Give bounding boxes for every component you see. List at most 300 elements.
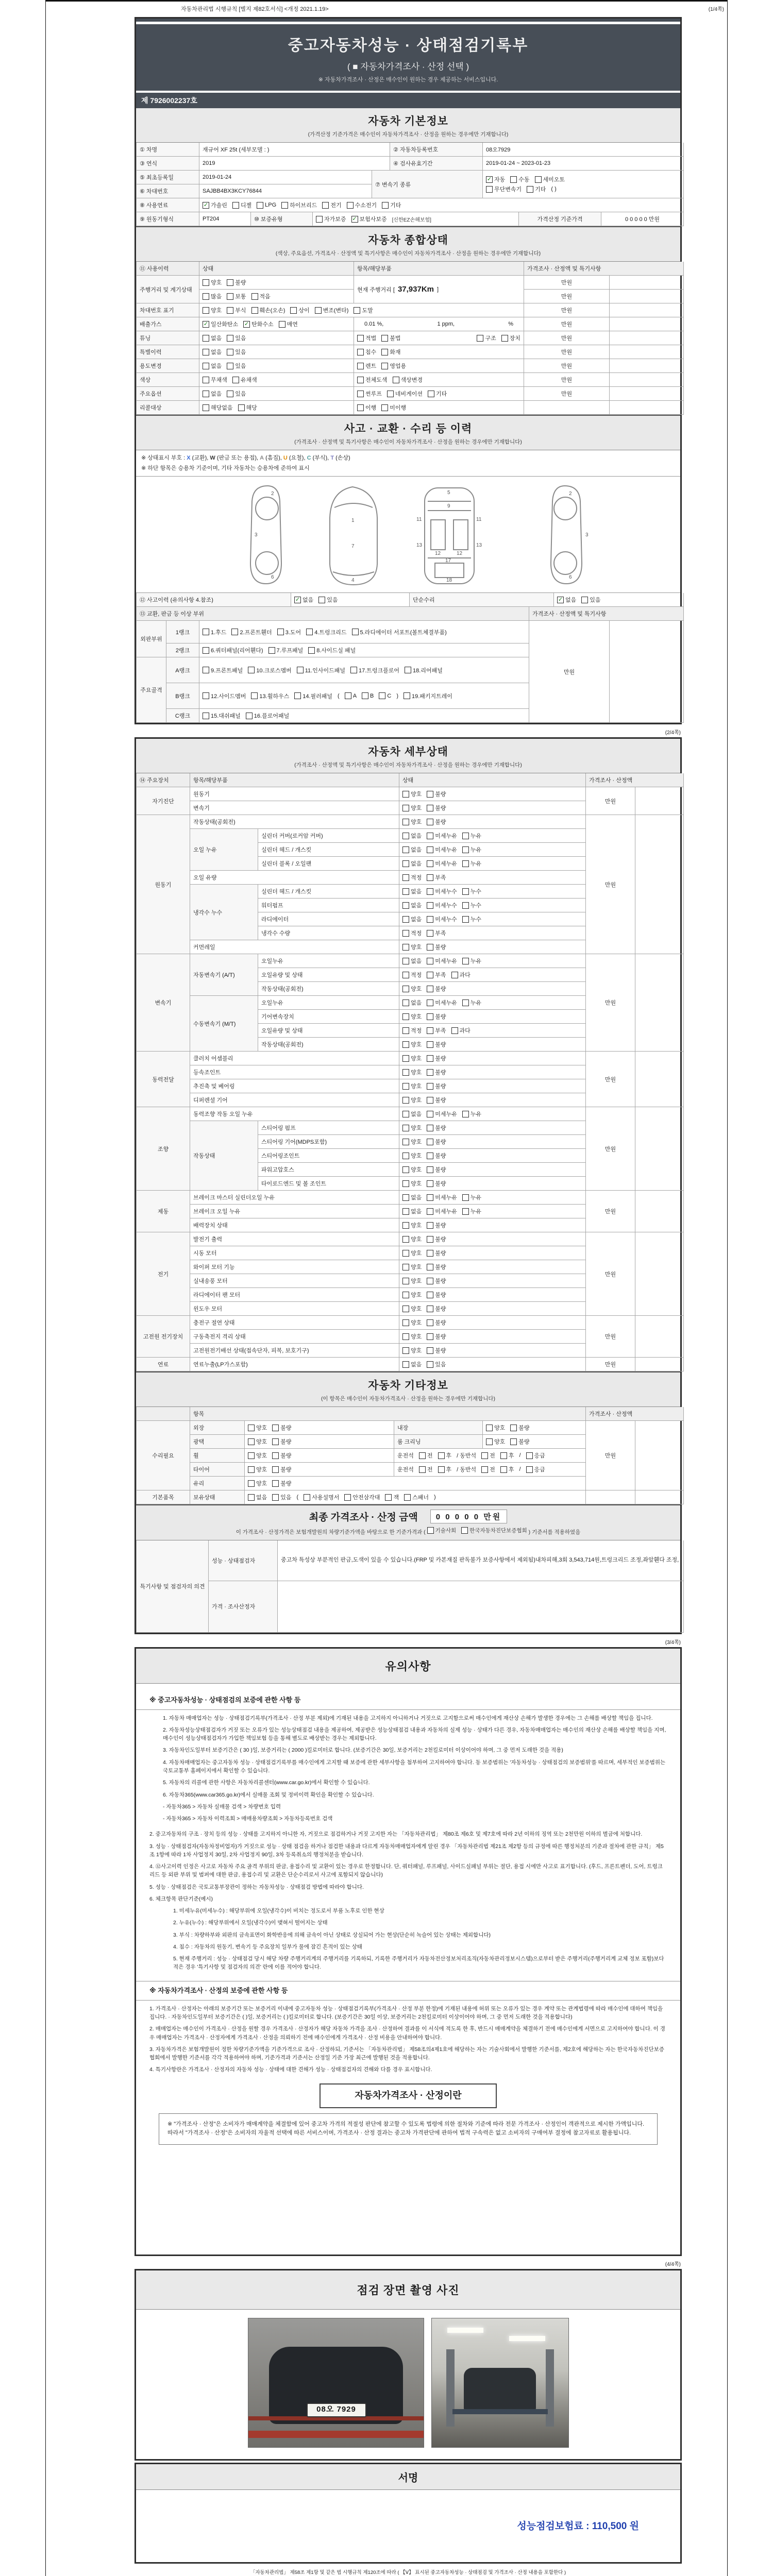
checkbox-자동[interactable]: ✓ 자동 <box>486 176 506 183</box>
table-row: 휠 양호 불량 운전석 전 후 / 동반석 전 후 / 응급 <box>137 1449 684 1463</box>
section-title: 자동차 기본정보 <box>368 115 448 127</box>
table-row: 2랭크 6.쿼터패널(리어휀다) 7.루프패널 8.사이드실 패널 <box>137 643 684 657</box>
checkbox-양호[interactable]: 양호 <box>486 1423 505 1432</box>
checkbox-있음[interactable]: 있음 <box>427 1360 446 1368</box>
notice-item: 3. 자동차가격은 보험개발원이 정한 차량기준가액을 기준가격으로 조사 · 산정하되, 기준서는 「자동차관리법」 제58조의4제1호에 해당하는 자는 기술사회에서 발행한 기준서를, 제2호에 해당하는 자는 한국자동차진단보증협회에서 발행한 기준서를 각각 적용하여야 하며, 기준가격과 기준서는 산정일 기준 가장 최근에 발행된 것을 적용합니다. <box>149 2046 664 2061</box>
table-row: 제동 브레이크 마스터 실린더오일 누유 없음 미세누유 누유 만원 <box>137 1191 684 1205</box>
checkbox-양호[interactable]: 양호 <box>402 1235 422 1243</box>
checkbox-불량[interactable]: 불량 <box>427 1165 446 1174</box>
checkbox-불량[interactable]: 불량 <box>427 1332 446 1341</box>
signature-header: 서명 <box>136 2464 680 2490</box>
checkbox-적음[interactable]: 적음 <box>251 292 271 300</box>
checkbox-양호[interactable]: 양호 <box>402 943 422 951</box>
checkbox-없음[interactable]: 없음 <box>402 901 422 909</box>
checkbox-후[interactable]: 후 <box>438 1465 452 1473</box>
checkbox-보험사보증[interactable]: ✓ 보험사보증 <box>352 215 387 223</box>
checkbox-미세누수[interactable]: 미세누수 <box>427 901 457 909</box>
table-row: 구동축전지 격리 상태 양호 불량 <box>137 1330 684 1344</box>
checkbox-불량[interactable]: 불량 <box>427 1040 446 1048</box>
checkbox-미세누유[interactable]: 미세누유 <box>427 998 457 1007</box>
checkbox-기타[interactable]: 기타 <box>428 389 447 398</box>
table-row: 커먼레일 양호 불량 <box>137 940 684 954</box>
basic-info-table-4 <box>136 212 684 226</box>
table-row: 스티어링 기어(MDPS포함) 양호 불량 <box>137 1135 684 1149</box>
checkbox-부식[interactable]: 부식 <box>227 306 246 314</box>
checkbox-네비게이션[interactable]: 네비게이션 <box>387 389 423 398</box>
checkbox-양호[interactable]: 양호 <box>402 1082 422 1090</box>
table-row: 자기진단 원동기 양호 불량 만원 <box>137 787 684 801</box>
checkbox-8.사이드실 패널[interactable]: 8.사이드실 패널 <box>308 646 356 654</box>
checkbox-양호[interactable]: 양호 <box>248 1423 267 1432</box>
checkbox-양호[interactable]: 양호 <box>402 1263 422 1271</box>
checkbox-누유[interactable]: 누유 <box>462 1193 481 1201</box>
checkbox-미세누수[interactable]: 미세누수 <box>427 915 457 923</box>
checkbox-한국자동차진단보증협회[interactable]: 한국자동차진단보증협회 <box>461 1527 527 1534</box>
checkbox-누유[interactable]: 누유 <box>462 832 481 840</box>
checkbox-불량[interactable]: 불량 <box>427 1291 446 1299</box>
checkbox-없음[interactable]: 없음 <box>402 998 422 1007</box>
checkbox-없음[interactable]: 없음 <box>402 887 422 895</box>
checkbox-미세누유[interactable]: 미세누유 <box>427 957 457 965</box>
checkbox-안전삼각대[interactable]: 안전삼각대 <box>344 1493 380 1501</box>
engine-type: PT204 <box>199 212 251 226</box>
checkbox-7.루프패널[interactable]: 7.루프패널 <box>268 646 304 654</box>
fuel-type <box>199 198 684 212</box>
inspection-period: 2019-01-24 ~ 2023-01-23 <box>483 157 684 171</box>
checkbox-누유[interactable]: 누유 <box>462 957 481 965</box>
table-row: 색상 무채색 유채색 전체도색 색상변경 만원 <box>137 373 684 387</box>
checkbox-없음[interactable]: 없음 <box>402 845 422 854</box>
checkbox-미세누수[interactable]: 미세누수 <box>427 887 457 895</box>
checkbox-10.크로스멤버[interactable]: 10.크로스멤버 <box>248 666 291 674</box>
checkbox-양호[interactable]: 양호 <box>486 1437 505 1446</box>
checkbox-사용설명서[interactable]: 사용설명서 <box>304 1493 339 1501</box>
checkbox-6.쿼터패널(리어휀다)[interactable]: 6.쿼터패널(리어휀다) <box>203 646 263 654</box>
checkbox-없음[interactable]: ✓ 없음 <box>295 596 314 603</box>
checkbox-5.라디에이터 서포트(볼트체결부품)[interactable]: 5.라디에이터 서포트(볼트체결부품) <box>352 628 447 636</box>
table-row: 라디에이터 팬 모터 양호 불량 <box>137 1288 684 1302</box>
checkbox-하이브리드[interactable]: 하이브리드 <box>281 201 317 209</box>
checkbox-없음[interactable]: 없음 <box>402 915 422 923</box>
checkbox-불량[interactable]: 불량 <box>427 790 446 798</box>
checkbox-양호[interactable]: 양호 <box>402 1179 422 1188</box>
checkbox-불량[interactable]: 불량 <box>272 1479 291 1487</box>
checkbox-적정[interactable]: 적정 <box>402 873 422 882</box>
notice-item: 2. 매매업자는 매수인이 가격조사 · 산정을 원할 경우 가격조사 · 산정자가 해당 자동차 가격을 조사 · 산정하여 결과를 이 서식에 적도록 한 후, 반드시 매매계약을 체결하기 전에 매수인에게 서면으로 고지하여야 합니다. 이 경우 매매업자는 가격조사 · 산정자에게 가격조사 · 산정을 의뢰하기 전에 매수인에게 가격조사 · 산정 비용을 안내하여야 합니다. <box>149 2026 665 2041</box>
checkbox-불량[interactable]: 불량 <box>510 1437 529 1446</box>
checkbox-전기[interactable]: 전기 <box>322 201 341 209</box>
checkbox-양호[interactable]: 양호 <box>248 1479 267 1487</box>
checkbox-없음[interactable]: 없음 <box>402 832 422 840</box>
accident-history <box>291 593 410 607</box>
table-row: 작동상태(공회전) 양호 불량 <box>137 982 684 996</box>
checkbox-전[interactable]: 전 <box>481 1451 495 1460</box>
checkbox-불량[interactable]: 불량 <box>427 1221 446 1229</box>
checkbox-후[interactable]: 후 <box>500 1451 514 1460</box>
table-header-row: ⑬ 교환, 판금 등 이상 부위 가격조사 · 산정액 및 특기사항 <box>137 607 684 621</box>
checkbox-없음[interactable]: 없음 <box>203 362 222 370</box>
section-detail-condition: 자동차 세부상태 (가격조사 · 산정액 및 특기사항은 매수인이 자동차가격조사 · 산정을 원하는 경우에만 기재합니다) <box>136 739 680 773</box>
notice-item: 5. 성능 · 상태점검은 국토교통부장관이 정하는 자동차성능 · 상태점검 방법에 따라야 합니다. <box>149 1884 364 1890</box>
checkbox-썬루프[interactable]: 썬루프 <box>357 389 382 398</box>
checkbox-양호[interactable]: 양호 <box>248 1465 267 1473</box>
table-row: 용도변경 없음 있음 렌트 영업용 만원 <box>137 359 684 373</box>
checkbox-있음[interactable]: 있음 <box>227 362 246 370</box>
checkbox-적법[interactable]: 적법 <box>357 334 376 342</box>
checkbox-B[interactable]: B <box>362 692 374 699</box>
checkbox-3.도어[interactable]: 3.도어 <box>277 628 301 636</box>
checkbox-적정[interactable]: 적정 <box>402 1026 422 1035</box>
checkbox-불량[interactable]: 불량 <box>427 1124 446 1132</box>
table-row: 차대번호 표기 양호 부식 훼손(오손) 상이 변조(변타) 도말 만원 <box>137 303 684 317</box>
checkbox-누유[interactable]: 누유 <box>462 1110 481 1118</box>
table-row: 유리 양호 불량 <box>137 1477 684 1490</box>
checkbox-16.플로어패널[interactable]: 16.플로어패널 <box>246 711 289 720</box>
checkbox-도말[interactable]: 도말 <box>354 306 373 314</box>
checkbox-불량[interactable]: 불량 <box>427 1318 446 1327</box>
notice-item: 1. 가격조사 · 산정자는 아래의 보증기간 또는 보증거리 이내에 중고자동차 성능 · 상태점검기록부(가격조사 · 산정 부분 한정)에 기재된 내용에 허위 또는 오류가 있는 경우 계약 또는 관계법령에 따라 매수인에 대하여 책임을 집니다. · 자동차인도일부터 보증기간은 ( )일, 보증거리는 ( )킬로미터로 합니다. (보증기간은 30일 이상, 보증거리는 2천킬로미터 이상이어야 하며, 그 중 먼저 도래한 것을 적용합니다) <box>149 2005 663 2021</box>
registration-number: 08오7929 <box>483 143 684 157</box>
checkbox-색상변경[interactable]: 색상변경 <box>393 376 423 384</box>
checkbox-누수[interactable]: 누수 <box>462 915 481 923</box>
transmission-type <box>483 171 684 198</box>
price-appraisal-box-title: 자동차가격조사 · 산정이란 <box>320 2083 497 2108</box>
table-row: 수동변속기 (M/T) 오일누유 없음 미세누유 누유 <box>137 996 684 1010</box>
checkbox-불량[interactable]: 불량 <box>272 1423 291 1432</box>
checkbox-없음[interactable]: 없음 <box>402 957 422 965</box>
checkbox-누수[interactable]: 누수 <box>462 901 481 909</box>
checkbox-불량[interactable]: 불량 <box>427 1151 446 1160</box>
checkbox-적정[interactable]: 적정 <box>402 929 422 937</box>
checkbox-양호[interactable]: 양호 <box>402 1221 422 1229</box>
checkbox-이행[interactable]: 이행 <box>357 403 376 412</box>
checkbox-없음[interactable]: ✓ 없음 <box>558 596 577 603</box>
code-u: U <box>283 455 288 461</box>
checkbox-LPG[interactable]: LPG <box>257 202 276 209</box>
checkbox-양호[interactable]: 양호 <box>402 1068 422 1076</box>
checkbox-불량[interactable]: 불량 <box>272 1451 291 1460</box>
checkbox-2.프론트휀더[interactable]: 2.프론트휀더 <box>231 628 272 636</box>
table-row: 브레이크 오일 누유 없음 미세누유 누유 <box>137 1205 684 1218</box>
checkbox-없음[interactable]: 없음 <box>402 1193 422 1201</box>
checkbox-자가보증[interactable]: 자가보증 <box>316 215 346 223</box>
checkbox-렌트[interactable]: 렌트 <box>357 362 376 370</box>
checkbox-있음[interactable]: 있음 <box>227 348 246 356</box>
checkbox-응급[interactable]: 응급 <box>526 1451 545 1460</box>
checkbox-구조[interactable]: 구조 <box>477 334 496 342</box>
checkbox-기술사회[interactable]: 기술사회 <box>427 1527 457 1534</box>
table-row: 라디에이터 없음 미세누수 누수 <box>137 912 684 926</box>
checkbox-불량[interactable]: 불량 <box>427 1249 446 1257</box>
notice-title-2: ※ 자동차가격조사 · 산정의 보증에 관한 사항 등 <box>149 1986 288 1994</box>
model-year: 2019 <box>199 157 390 171</box>
checkbox-양호[interactable]: 양호 <box>402 804 422 812</box>
checkbox-18.리어패널[interactable]: 18.리어패널 <box>405 666 443 674</box>
checkbox-불량[interactable]: 불량 <box>427 1277 446 1285</box>
checkbox-부족[interactable]: 부족 <box>427 1026 446 1035</box>
checkbox-미세누유[interactable]: 미세누유 <box>427 1193 457 1201</box>
checkbox-무채색[interactable]: 무채색 <box>203 376 227 384</box>
checkbox-있음[interactable]: 있음 <box>227 334 246 342</box>
table-row: C랭크 15.대쉬패널 16.플로어패널 <box>137 709 684 723</box>
checkbox-수동[interactable]: 수동 <box>510 175 529 183</box>
checkbox-누유[interactable]: 누유 <box>462 845 481 854</box>
checkbox-불량[interactable]: 불량 <box>427 1263 446 1271</box>
checkbox-미세누유[interactable]: 미세누유 <box>427 1207 457 1215</box>
checkbox-누유[interactable]: 누유 <box>462 998 481 1007</box>
code-t: T <box>330 455 334 461</box>
table-row: ⑥ 차대번호 SAJBB4BX3KCY76844 <box>137 184 684 198</box>
checkbox-C[interactable]: C <box>379 692 391 699</box>
notice-list-1 <box>149 1714 667 1823</box>
checkbox-양호[interactable]: 양호 <box>402 1318 422 1327</box>
checkbox-미세누유[interactable]: 미세누유 <box>427 832 457 840</box>
checkbox-양호[interactable]: 양호 <box>402 1012 422 1021</box>
checkbox-양호[interactable]: 양호 <box>402 1054 422 1062</box>
checkbox-양호[interactable]: 양호 <box>402 1332 422 1341</box>
checkbox-양호[interactable]: 양호 <box>402 1138 422 1146</box>
section-photos: 점검 장면 촬영 사진 <box>136 2270 680 2310</box>
notice-item: 3. 자동차인도일부터 보증기간은 ( 30 )일, 보증거리는 ( 2000 )킬로미터로 합니다. (보증기간은 30일, 보증거리는 2천킬로미터 이상이어야 하며, 그 중 먼저 도래한 것을 적용) <box>163 1747 563 1754</box>
checkbox-유채색[interactable]: 유채색 <box>232 376 257 384</box>
checkbox-양호[interactable]: 양호 <box>402 1151 422 1160</box>
table-row: 작동상태 스티어링 펌프 양호 불량 <box>137 1121 684 1135</box>
checkbox-19.패키지트레이[interactable]: 19.패키지트레이 <box>404 692 452 700</box>
section-basic-info <box>136 108 680 143</box>
checkbox-불량[interactable]: 불량 <box>510 1423 529 1432</box>
checkbox-잭[interactable]: 잭 <box>385 1493 399 1501</box>
document-title-note: ※ 자동차가격조사 · 산정은 매수인이 원하는 경우 제공하는 서비스입니다. <box>318 77 498 83</box>
table-row: 오일 누유 실린더 커버(로커암 커버) 없음 미세누유 누유 <box>137 829 684 843</box>
checkbox-없음[interactable]: 없음 <box>203 348 222 356</box>
checkbox-1.후드[interactable]: 1.후드 <box>203 628 226 636</box>
checkbox-불량[interactable]: 불량 <box>427 943 446 951</box>
signature-area <box>136 2490 680 2562</box>
title-stripe <box>136 19 680 24</box>
lift-ramp <box>452 2409 548 2414</box>
checkbox-양호[interactable]: 양호 <box>402 985 422 993</box>
checkbox-스패너[interactable]: 스패너 <box>404 1493 429 1501</box>
lift-post <box>446 2349 455 2427</box>
checkbox-14.필러패널[interactable]: 14.필러패널 <box>294 692 332 700</box>
checkbox-불량[interactable]: 불량 <box>272 1465 291 1473</box>
checkbox-과다[interactable]: 과다 <box>451 1026 470 1035</box>
notice-item: 1. 미세누유(미세누수) : 해당부위에 오일(냉각수)이 비치는 정도로서 부품 노후로 인한 현상 <box>173 1908 384 1914</box>
notice-list-4 <box>149 2005 667 2074</box>
car-damage-diagram: 2 3 6 1 7 4 5 9 11 11 13 13 12 12 17 18 2 3 6 <box>136 477 680 593</box>
checkbox-전체도색[interactable]: 전체도색 <box>357 376 388 384</box>
checkbox-변조(변타)[interactable]: 변조(변타) <box>315 306 349 314</box>
notice-item: 3. 부식 : 차량하부와 외판의 금속표면이 화학반응에 의해 금속이 아닌 상태로 상실되어 가는 현상(단순히 녹슬어 있는 상태는 제외합니다) <box>173 1931 491 1938</box>
checkbox-전[interactable]: 전 <box>419 1465 433 1473</box>
checkbox-불량[interactable]: 불량 <box>427 1082 446 1090</box>
notice-item: 1. 자동차 매매업자는 성능 · 상태점검기록부(가격조사 · 산정 부분 제외)에 기재된 내용을 고지하지 아니하거나 거짓으로 고지함으로써 매수인에게 재산상 손해가 발생한 경우에는 그 손해를 배상할 책임을 집니다. <box>163 1715 653 1721</box>
checkbox-불량[interactable]: 불량 <box>427 1054 446 1062</box>
table-row: 디퍼렌셜 기어 양호 불량 <box>137 1093 684 1107</box>
checkbox-있음[interactable]: 있음 <box>318 596 338 604</box>
checkbox-없음[interactable]: 없음 <box>248 1493 267 1501</box>
checkbox-일산화탄소[interactable]: ✓ 일산화탄소 <box>203 320 239 328</box>
checkbox-양호[interactable]: 양호 <box>402 1249 422 1257</box>
checkbox-전[interactable]: 전 <box>481 1465 495 1473</box>
checkbox-누유[interactable]: 누유 <box>462 859 481 868</box>
checkbox-양호[interactable]: 양호 <box>402 1096 422 1104</box>
checkbox-많음[interactable]: 많음 <box>203 292 222 300</box>
checkbox-후[interactable]: 후 <box>500 1465 514 1473</box>
checkbox-없음[interactable]: 없음 <box>402 1110 422 1118</box>
checkbox-가솔린[interactable]: ✓ 가솔린 <box>203 201 227 209</box>
table-row: 배력장치 상태 양호 불량 <box>137 1218 684 1232</box>
inspection-insurance-premium: 성능점검보험료 : 110,500 원 <box>517 2520 639 2532</box>
checkbox-양호[interactable]: 양호 <box>203 278 222 286</box>
checkbox-응급[interactable]: 응급 <box>526 1465 545 1473</box>
section-accident-history: 사고 · 교환 · 수리 등 이력 (가격조사 · 산정액 및 특기사항은 매수인이 자동차가격조사 · 산정을 원하는 경우에만 기재합니다) <box>136 415 680 450</box>
checkbox-없음[interactable]: 없음 <box>402 1360 422 1368</box>
checkbox-부족[interactable]: 부족 <box>427 929 446 937</box>
checkbox-양호[interactable]: 양호 <box>402 1277 422 1285</box>
table-row: 특기사항 및 점검자의 의견 성능 · 상태점검자 중고차 특성상 부분적인 판금,도색이 있을 수 있습니다.(FRP 및 카본재질 판독불가 보증사항에서 제외됨)내차피해,3회 3,543,714원,트렁크리드 조정,좌앞휀다 조정, <box>137 1540 684 1581</box>
table-row: 광택 양호 불량 룸 크리닝 양호 불량 <box>137 1435 684 1449</box>
checkbox-불량[interactable]: 불량 <box>272 1437 291 1446</box>
checkbox-탄화수소[interactable]: ✓ 탄화수소 <box>244 320 274 328</box>
checkbox-훼손(오손)[interactable]: 훼손(오손) <box>251 306 285 314</box>
table-row: 전기 발전기 출력 양호 불량 만원 <box>137 1232 684 1246</box>
checkbox-디젤[interactable]: 디젤 <box>232 201 251 209</box>
checkbox-불량[interactable]: 불량 <box>427 1346 446 1354</box>
checkbox-불량[interactable]: 불량 <box>427 1304 446 1313</box>
table-row: 주요골격 A랭크 9.프론트패널 10.크로스멤버 11.인사이드패널 17.트렁크플로어 18.리어패널 <box>137 657 684 683</box>
checkbox-불량[interactable]: 불량 <box>227 278 246 286</box>
checkbox-부족[interactable]: 부족 <box>427 873 446 882</box>
table-header-row: 항목 가격조사 · 산정액 <box>137 1407 684 1421</box>
checkbox-17.트렁크플로어[interactable]: 17.트렁크플로어 <box>350 666 399 674</box>
checkbox-후[interactable]: 후 <box>438 1451 452 1460</box>
checkbox-9.프론트패널[interactable]: 9.프론트패널 <box>203 666 243 674</box>
checkbox-양호[interactable]: 양호 <box>402 1040 422 1048</box>
checkbox-12.사이드멤버[interactable]: 12.사이드멤버 <box>203 692 246 700</box>
footer-statement: 「자동차관리법」 제58조 제1항 및 같은 법 시행규칙 제120조에 따라 ( 【Ⅴ】 표시된 중고자동차성능 · 상태점검 및 가격조사 · 산정 내용을 포함한다 ) <box>250 2569 566 2575</box>
vin: SAJBB4BX3KCY76844 <box>199 184 372 198</box>
table-row: ⑤ 최초등록일 2019-01-24 ⑦ 변속기 종류 ✓ 자동 수동 세미오토 무단변속기 기타 ( ) <box>137 171 684 184</box>
document-page <box>45 0 728 2576</box>
checkbox-양호[interactable]: 양호 <box>402 1304 422 1313</box>
checkbox-15.대쉬패널[interactable]: 15.대쉬패널 <box>203 711 241 720</box>
checkbox-부족[interactable]: 부족 <box>427 971 446 979</box>
table-row: ① 차명 재규어 XF 25t (세부모델 : ) ② 자동차등록번호 08오7929 <box>137 143 684 157</box>
warranty-insurer: [신한EZ손해보험] <box>392 217 431 223</box>
checkbox-양호[interactable]: 양호 <box>402 1346 422 1354</box>
table-row: 실린더 블록 / 오일팬 없음 미세누유 누유 <box>137 857 684 871</box>
checkbox-미세누유[interactable]: 미세누유 <box>427 859 457 868</box>
checkbox-침수[interactable]: 침수 <box>357 348 376 356</box>
checkbox-양호[interactable]: 양호 <box>402 790 422 798</box>
code-a: A <box>260 455 264 461</box>
checkbox-불량[interactable]: 불량 <box>427 1012 446 1021</box>
checkbox-양호[interactable]: 양호 <box>402 818 422 826</box>
checkbox-기타[interactable]: 기타 <box>527 185 546 193</box>
checkbox-없음[interactable]: 없음 <box>402 1207 422 1215</box>
checkbox-장치[interactable]: 장치 <box>501 334 520 342</box>
table-row: 윈도우 모터 양호 불량 <box>137 1302 684 1316</box>
checkbox-없음[interactable]: 없음 <box>402 859 422 868</box>
checkbox-있음[interactable]: 있음 <box>581 596 600 604</box>
checkbox-불량[interactable]: 불량 <box>427 985 446 993</box>
checkbox-A[interactable]: A <box>345 692 357 699</box>
checkbox-양호[interactable]: 양호 <box>248 1437 267 1446</box>
table-row: 타이로드엔드 및 볼 조인트 양호 불량 <box>137 1177 684 1191</box>
checkbox-양호[interactable]: 양호 <box>402 1124 422 1132</box>
checkbox-전[interactable]: 전 <box>419 1451 433 1460</box>
checkbox-미세누유[interactable]: 미세누유 <box>427 1110 457 1118</box>
checkbox-양호[interactable]: 양호 <box>203 306 222 314</box>
checkbox-적정[interactable]: 적정 <box>402 971 422 979</box>
checkbox-불량[interactable]: 불량 <box>427 1179 446 1188</box>
checkbox-불량[interactable]: 불량 <box>427 1096 446 1104</box>
page-marker-1: (1/4쪽) <box>708 7 724 12</box>
notice-item: 4. 자동차매매업자는 중고자동차 성능 · 상태점검기록부를 매수인에게 고지할 때 보증에 관한 세부사항을 첨부하여 고지하여야 합니다. 동 보증범위는 '자동차성능 · 상태점검의 보증범위'를 따르며, 세부적인 보증범위는 국토교통부 홈페이지에서 확인할 수 있습니다. <box>163 1759 666 1774</box>
checkbox-매연[interactable]: 매연 <box>279 320 298 328</box>
checkbox-없음[interactable]: 없음 <box>203 334 222 342</box>
checkbox-무단변속기[interactable]: 무단변속기 <box>486 185 522 193</box>
checkbox-미세누유[interactable]: 미세누유 <box>427 845 457 854</box>
checkbox-있음[interactable]: 있음 <box>227 389 246 398</box>
checkbox-기타[interactable]: 기타 <box>382 201 401 209</box>
table-header-row: ⑭ 주요장치 항목/해당부품 상태 가격조사 · 산정액 <box>137 773 684 787</box>
checkbox-불량[interactable]: 불량 <box>427 818 446 826</box>
checkbox-불량[interactable]: 불량 <box>427 1235 446 1243</box>
table-row: 배출가스 ✓ 일산화탄소 ✓ 탄화수소 매연 0.01 %, 1 ppm, % 만원 <box>137 317 684 331</box>
notice-item: 2. 누유(누수) : 해당부위에서 오일(냉각수)이 맺혀서 떨어지는 상태 <box>173 1920 328 1926</box>
checkbox-11.인사이드패널[interactable]: 11.인사이드패널 <box>297 666 345 674</box>
checkbox-해당없음[interactable]: 해당없음 <box>203 403 233 412</box>
checkbox-양호[interactable]: 양호 <box>402 1291 422 1299</box>
notice-item: 4. ⑫사고이력 인정은 사고로 자동차 주요 골격 부위의 판금, 용접수리 및 교환이 있는 경우로 한정합니다. 단, 쿼터패널, 루프패널, 사이드실패널 부위는 절단, 용접 시에만 사고로 표기합니다. (후드, 프론트펜더, 도어, 트렁크리드 등 외판 부위 및 범퍼에 대한 판금, 용접수리 및 교환은 단순수리로서 사고에 포함되지 않습니다) <box>149 1863 663 1878</box>
table-row: ⑫ 사고이력 (유의사항 4.참조) ✓ 없음 있음 단순수리 ✓ 없음 있음 <box>137 593 684 607</box>
checkbox-불량[interactable]: 불량 <box>427 804 446 812</box>
checkbox-수소전기[interactable]: 수소전기 <box>347 201 377 209</box>
basic-info-table-1 <box>136 143 684 171</box>
table-row: 리콜대상 해당없음 해당 이행 미이행 <box>137 401 684 415</box>
checkbox-해당[interactable]: 해당 <box>238 403 257 412</box>
opinion-table <box>136 1540 684 1633</box>
base-price: 0 0 0 0 0 만원 <box>601 212 684 226</box>
checkbox-누유[interactable]: 누유 <box>462 1207 481 1215</box>
checkbox-없음[interactable]: 없음 <box>203 389 222 398</box>
checkbox-불법[interactable]: 불법 <box>381 334 400 342</box>
checkbox-누수[interactable]: 누수 <box>462 887 481 895</box>
checkbox-13.휠하우스[interactable]: 13.휠하우스 <box>251 692 289 700</box>
checkbox-4.트렁크리드[interactable]: 4.트렁크리드 <box>306 628 346 636</box>
table-row: 고전원 전기장치 충전구 절연 상태 양호 불량 만원 <box>137 1316 684 1330</box>
checkbox-양호[interactable]: 양호 <box>248 1451 267 1460</box>
checkbox-상이[interactable]: 상이 <box>290 306 309 314</box>
checkbox-불량[interactable]: 불량 <box>427 1138 446 1146</box>
checkbox-화재[interactable]: 화재 <box>381 348 400 356</box>
section-etc-info: 자동차 기타정보 (이 항목은 매수인이 자동차가격조사 · 산정을 원하는 경우에만 기재합니다) <box>136 1371 680 1407</box>
checkbox-영업용[interactable]: 영업용 <box>381 362 406 370</box>
checkbox-세미오토[interactable]: 세미오토 <box>535 175 565 183</box>
notice-item: 4. 침수 : 자동차의 원동기, 변속기 등 주요장치 일부가 물에 잠긴 흔적이 있는 상태 <box>173 1943 362 1950</box>
notice-item: 2. 중고자동차의 구조 · 장치 등의 성능 · 상태를 고지하지 아니한 자, 거짓으로 점검하거나 거짓 고지한 자는 「자동차관리법」 제80조 제6호 및 제7호에 따라 2년 이하의 징역 또는 2천만원 이하의 벌금에 처합니다. <box>149 1831 643 1838</box>
checkbox-보통[interactable]: 보통 <box>227 292 246 300</box>
table-row: 주요옵션 없음 있음 썬루프 네비게이션 기타 만원 <box>137 387 684 401</box>
checkbox-과다[interactable]: 과다 <box>451 971 470 979</box>
notice-item: - 자동차365 > 자동차 이력조회 > 매매용차량조회 > 자동차등록번호 검색 <box>163 1816 333 1822</box>
checkbox-있음[interactable]: 있음 <box>272 1493 291 1501</box>
checkbox-양호[interactable]: 양호 <box>402 1165 422 1174</box>
checkbox-불량[interactable]: 불량 <box>427 1068 446 1076</box>
checkbox-미이행[interactable]: 미이행 <box>381 403 406 412</box>
